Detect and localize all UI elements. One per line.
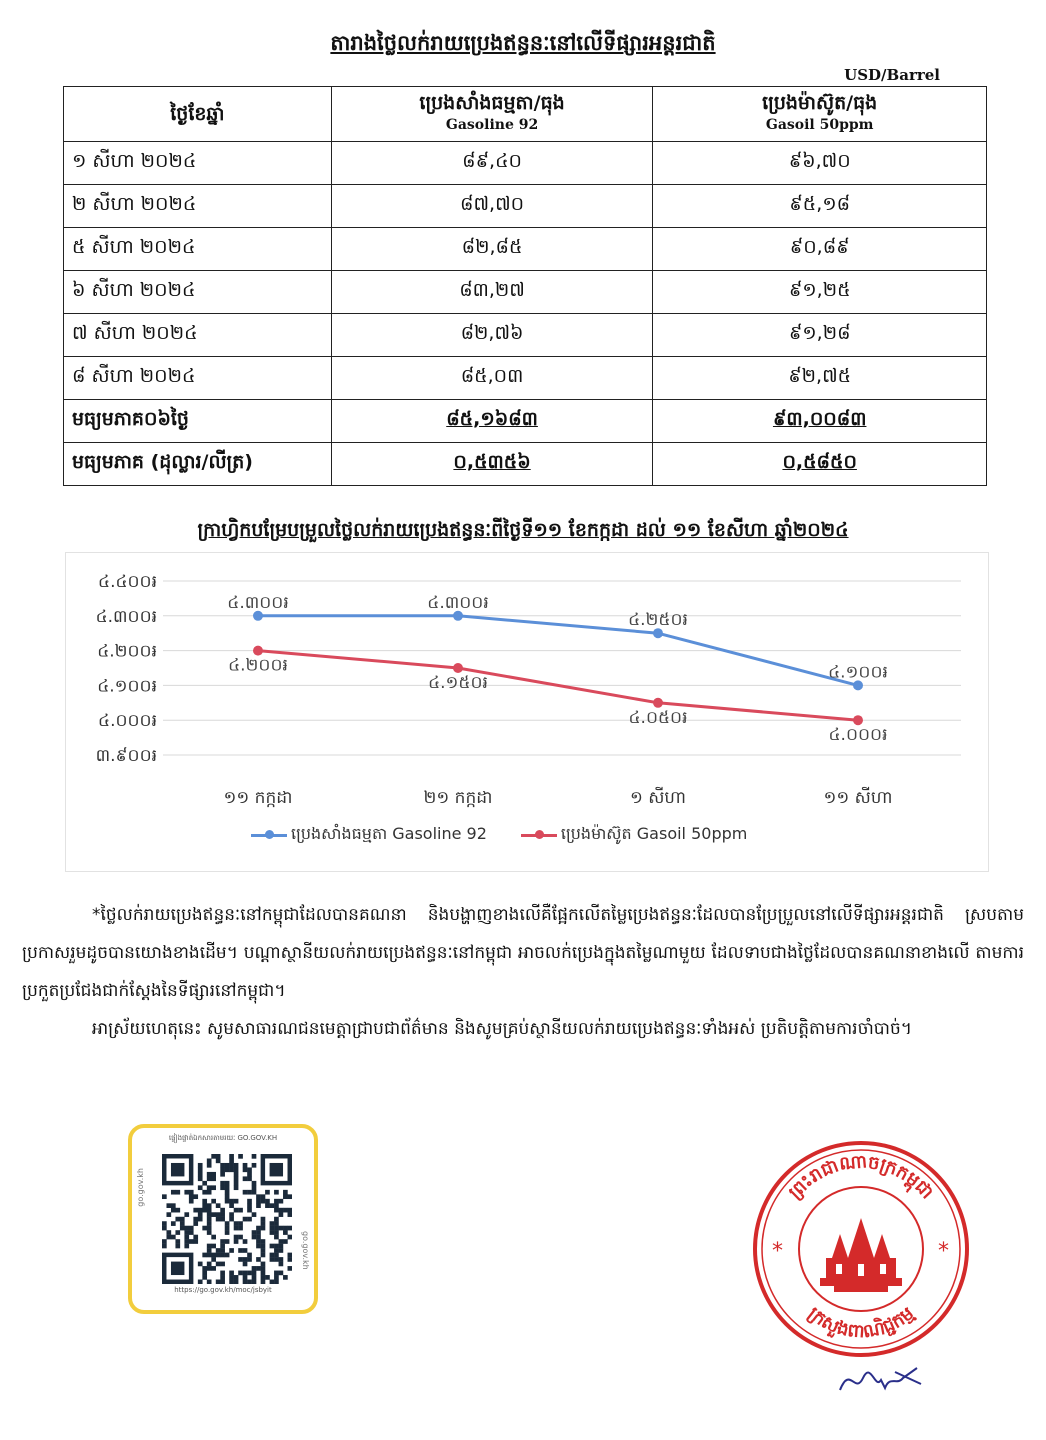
y-tick-label: ៣.៩០០៛ [95,746,157,766]
table-row [64,314,987,357]
ministry-seal-icon [750,1138,972,1360]
page-title: តារាងថ្លៃលក់រាយប្រេងឥន្ធនៈនៅលើទីផ្សារអន្តរជាតិ [330,31,716,55]
y-tick-label: ៤.៤០០៛ [98,572,157,592]
chart-title: ក្រាហ្វិកបម្រែបម្រួលថ្លៃលក់រាយប្រេងឥន្ធនៈពីថ្ងៃទី១១ ខែកក្កដា ដល់ ១១ ខែសីហា ឆ្នាំ២០២៤ [197,519,849,541]
data-label: ៤.០៥០៛ [628,707,688,728]
data-label: ៤.០០០៛ [828,725,888,746]
data-label: ៤.៣០០៛ [427,592,489,613]
svg-text:*: * [938,1239,949,1264]
average-label: មធ្យមភាគ០៦ថ្ងៃ [64,400,332,443]
header-gasoil-sub: Gasoil 50ppm [765,117,874,133]
row-date: ៦ សីហា ២០២៤ [64,271,332,314]
data-label: ៤.១០០៛ [828,662,888,683]
table-row [64,271,987,314]
average-gasoline: ៨៥,១៦៨៣ [331,400,653,443]
svg-text:*: * [772,1239,783,1264]
row-gasoline: ៨៩,៤០ [331,142,653,185]
header-gasoline: ប្រេងសាំងធម្មតា/ធុង Gasoline 92 [331,87,653,142]
table-row [64,142,987,185]
x-tick-label: ១១ កក្កដា [223,788,293,808]
row-gasoil: ៩៦,៧០ [653,142,987,185]
row-date: ២ សីហា ២០២៤ [64,185,332,228]
row-gasoil: ៩២,៧៥ [653,357,987,400]
seal-text-top: ព្រះរាជាណាចក្រកម្ពុជា [784,1151,938,1204]
qr-url[interactable]: https://go.gov.kh/moc/jsbyit [174,1286,272,1294]
seal-text-bottom: ក្រសួងពាណិជ្ជកម្ម [803,1302,919,1343]
average-liter-gasoline: ០,៥៣៥៦ [331,443,653,486]
row-gasoline: ៨៧,៧០ [331,185,653,228]
qr-side-text-right: go.gov.kh [301,1231,310,1270]
average-liter-label: មធ្យមភាគ (ដុល្លារ/លីត្រ) [64,443,332,486]
qr-caption: ផ្ទៀងផ្ទាត់ឯកសារតាមរយៈ GO.GOV.KH [168,1134,278,1142]
price-table [63,86,987,486]
table-row [64,228,987,271]
signature-icon [835,1360,925,1400]
x-tick-label: ១ សីហា [629,788,687,808]
row-gasoline: ៨៥,០៣ [331,357,653,400]
average-row [64,400,987,443]
notes [22,896,1024,1048]
table-row [64,357,987,400]
x-tick-label: ២១ កក្កដា [423,788,493,808]
row-date: ១ សីហា ២០២៤ [64,142,332,185]
line-chart [65,552,989,872]
row-date: ៥ សីហា ២០២៤ [64,228,332,271]
legend-label-gasoil: ប្រេងម៉ាស៊ូត Gasoil 50ppm [560,824,748,843]
legend-label-gasoline: ប្រេងសាំងធម្មតា Gasoline 92 [291,824,487,843]
legend-item-gasoil [521,823,747,847]
y-tick-label: ៤.០០០៛ [98,711,157,732]
legend-item-gasoline [251,823,487,847]
y-tick-label: ៤.៣០០៛ [95,606,157,627]
legend-swatch-gasoil [521,834,557,837]
row-gasoil: ៩១,២៨ [653,314,987,357]
note-paragraph-1: *ថ្លៃលក់រាយប្រេងឥន្ធនៈនៅកម្ពុជាដែលបានគណនា និងបង្ហាញខាងលើគឺផ្អែកលើតម្លៃប្រេងឥន្ធនៈដែលបានប្រែប្រួលនៅលើទីផ្សារអន្តរជាតិ ស្របតាមប្រកាសរួមដូចបានយោងខាងដើម។ បណ្ដាស្ថានីយលក់រាយប្រេងឥន្ធនៈនៅកម្ពុជា អាចលក់ប្រេងក្នុងតម្លៃណាមួយ ដែលទាបជាងថ្លៃដែលបានគណនាខាងលើ តាមការប្រកួតប្រជែងជាក់ស្ដែងនៃទីផ្សារនៅកម្ពុជា។ [22,905,1024,1001]
qr-code-icon[interactable] [162,1154,292,1284]
average-liter-gasoil: ០,៥៨៥០ [653,443,987,486]
data-point [653,698,663,708]
chart-legend [251,823,747,847]
legend-swatch-gasoline [251,834,287,837]
data-label: ៤.២០០៛ [228,655,288,676]
qr-side-text-left: go.gov.kh [136,1168,145,1207]
y-tick-label: ៤.១០០៛ [97,676,157,697]
row-gasoil: ៩១,២៥ [653,271,987,314]
y-tick-label: ៤.២០០៛ [97,641,157,662]
data-label: ៤.១៥០៛ [428,673,488,693]
row-date: ៨ សីហា ២០២៤ [64,357,332,400]
row-gasoline: ៨៣,២៧ [331,271,653,314]
average-liter-row [64,443,987,486]
row-gasoline: ៨២,៨៥ [331,228,653,271]
header-gasoline-sub: Gasoline 92 [445,117,539,133]
data-point [853,715,863,725]
note-paragraph-2: អាស្រ័យហេតុនេះ សូមសាធារណជនមេត្តាជ្រាបជាព័ត៌មាន និងសូមគ្រប់ស្ថានីយលក់រាយប្រេងឥន្ធនៈទាំងអស់ ប្រតិបត្តិតាមការចាំបាច់។ [92,1019,912,1039]
data-label: ៤.៣០០៛ [227,592,289,613]
row-gasoline: ៨២,៧៦ [331,314,653,357]
data-label: ៤.២៥០៛ [628,610,688,631]
unit-label: USD/Barrel [844,66,940,84]
header-gasoil: ប្រេងម៉ាស៊ូត/ធុង Gasoil 50ppm [653,87,987,142]
data-point [453,663,463,673]
average-gasoil: ៩៣,០០៨៣ [653,400,987,443]
qr-verification-card[interactable] [128,1124,318,1314]
table-row [64,185,987,228]
row-gasoil: ៩៥,១៨ [653,185,987,228]
x-tick-label: ១១ សីហា [823,788,893,808]
table-header-row [64,87,987,142]
row-date: ៧ សីហា ២០២៤ [64,314,332,357]
row-gasoil: ៩០,៨៩ [653,228,987,271]
header-date: ថ្ងៃខែឆ្នាំ [64,87,332,142]
data-point [253,646,263,656]
